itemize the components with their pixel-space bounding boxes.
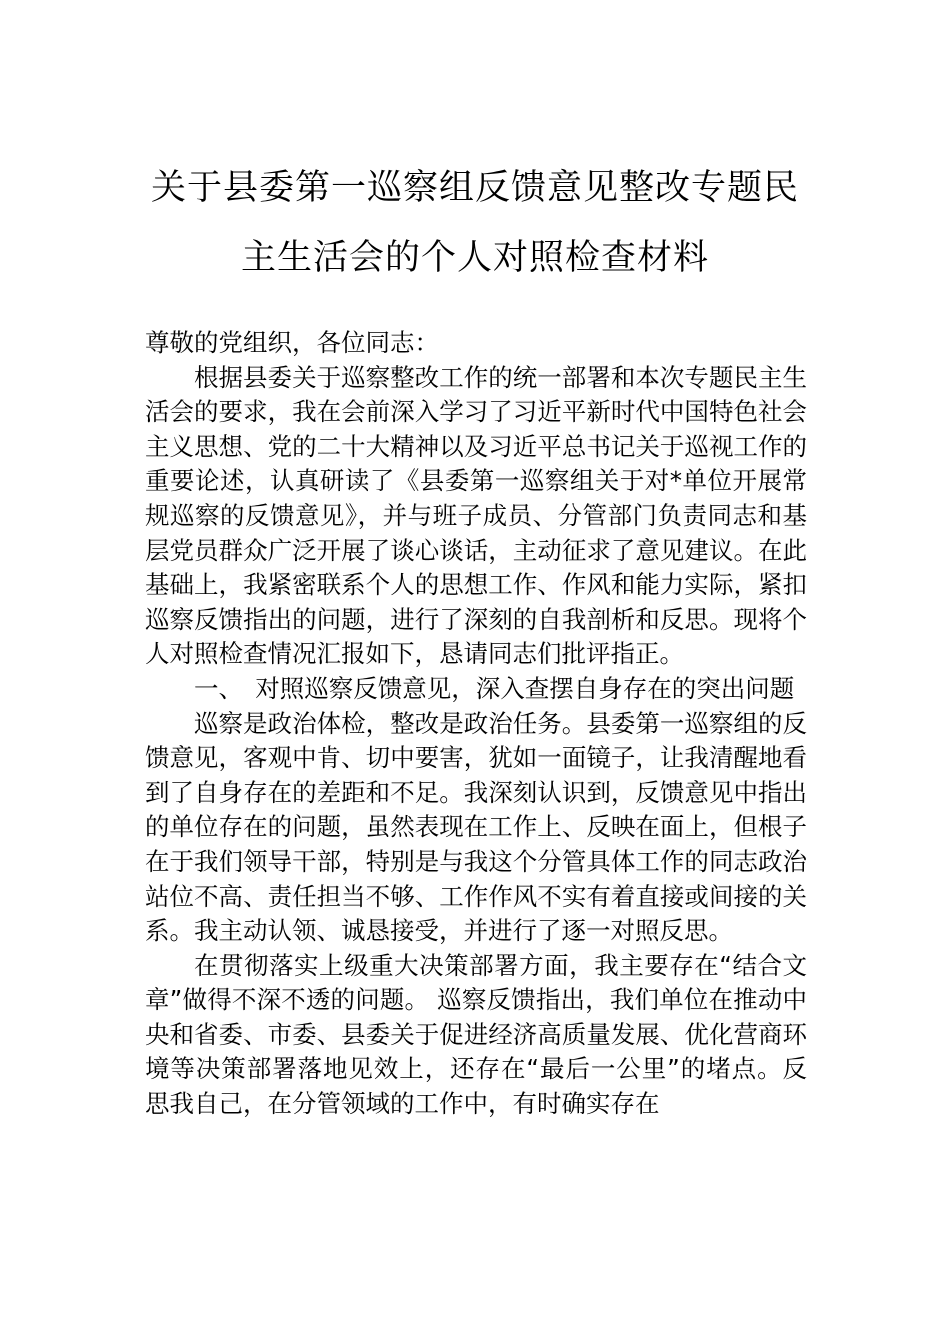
document-body: [145, 326, 807, 1122]
paragraph-implementation: 在贯彻落实上级重大决策部署方面，我主要存在“结合文章”做得不深不透的问题。 巡察反馈指出，我们单位在推动中央和省委、市委、县委关于促进经济高质量发展、优化营商环境等决策部署落地见效上，还存在“最后一公里”的堵点。反思我自己，在分管领域的工作中，有时确实存在: [145, 950, 807, 1119]
document-title-line-1: 关于县委第一巡察组反馈意见整改专题民: [150, 168, 799, 208]
paragraph-inspection: 巡察是政治体检，整改是政治任务。县委第一巡察组的反馈意见，客观中肯、切中要害，犹如一面镜子，让我清醒地看到了自身存在的差距和不足。我深刻认识到，反馈意见中指出的单位存在的问题，虽然表现在工作上、反映在面上，但根子在于我们领导干部，特别是与我这个分管具体工作的同志政治站位不高、责任担当不够、工作作风不实有着直接或间接的关系。我主动认领、诚恳接受，并进行了逐一对照反思。: [145, 708, 807, 946]
salutation: 尊敬的党组织，各位同志：: [145, 328, 439, 357]
document-title-line-2: 主生活会的个人对照检查材料: [240, 238, 709, 278]
paragraph-intro: 根据县委关于巡察整改工作的统一部署和本次专题民主生活会的要求，我在会前深入学习了习近平新时代中国特色社会主义思想、党的二十大精神以及习近平总书记关于巡视工作的重要论述，认真研读了《县委第一巡察组关于对*单位开展常规巡察的反馈意见》，并与班子成员、分管部门负责同志和基层党员群众广泛开展了谈心谈话，主动征求了意见建议。在此基础上，我紧密联系个人的思想工作、作风和能力实际，紧扣巡察反馈指出的问题，进行了深刻的自我剖析和反思。现将个人对照检查情况汇报如下，恳请同志们批评指正。: [145, 362, 807, 669]
section-heading-1: 一、 对照巡察反馈意见，深入查摆自身存在的突出问题: [194, 673, 795, 703]
